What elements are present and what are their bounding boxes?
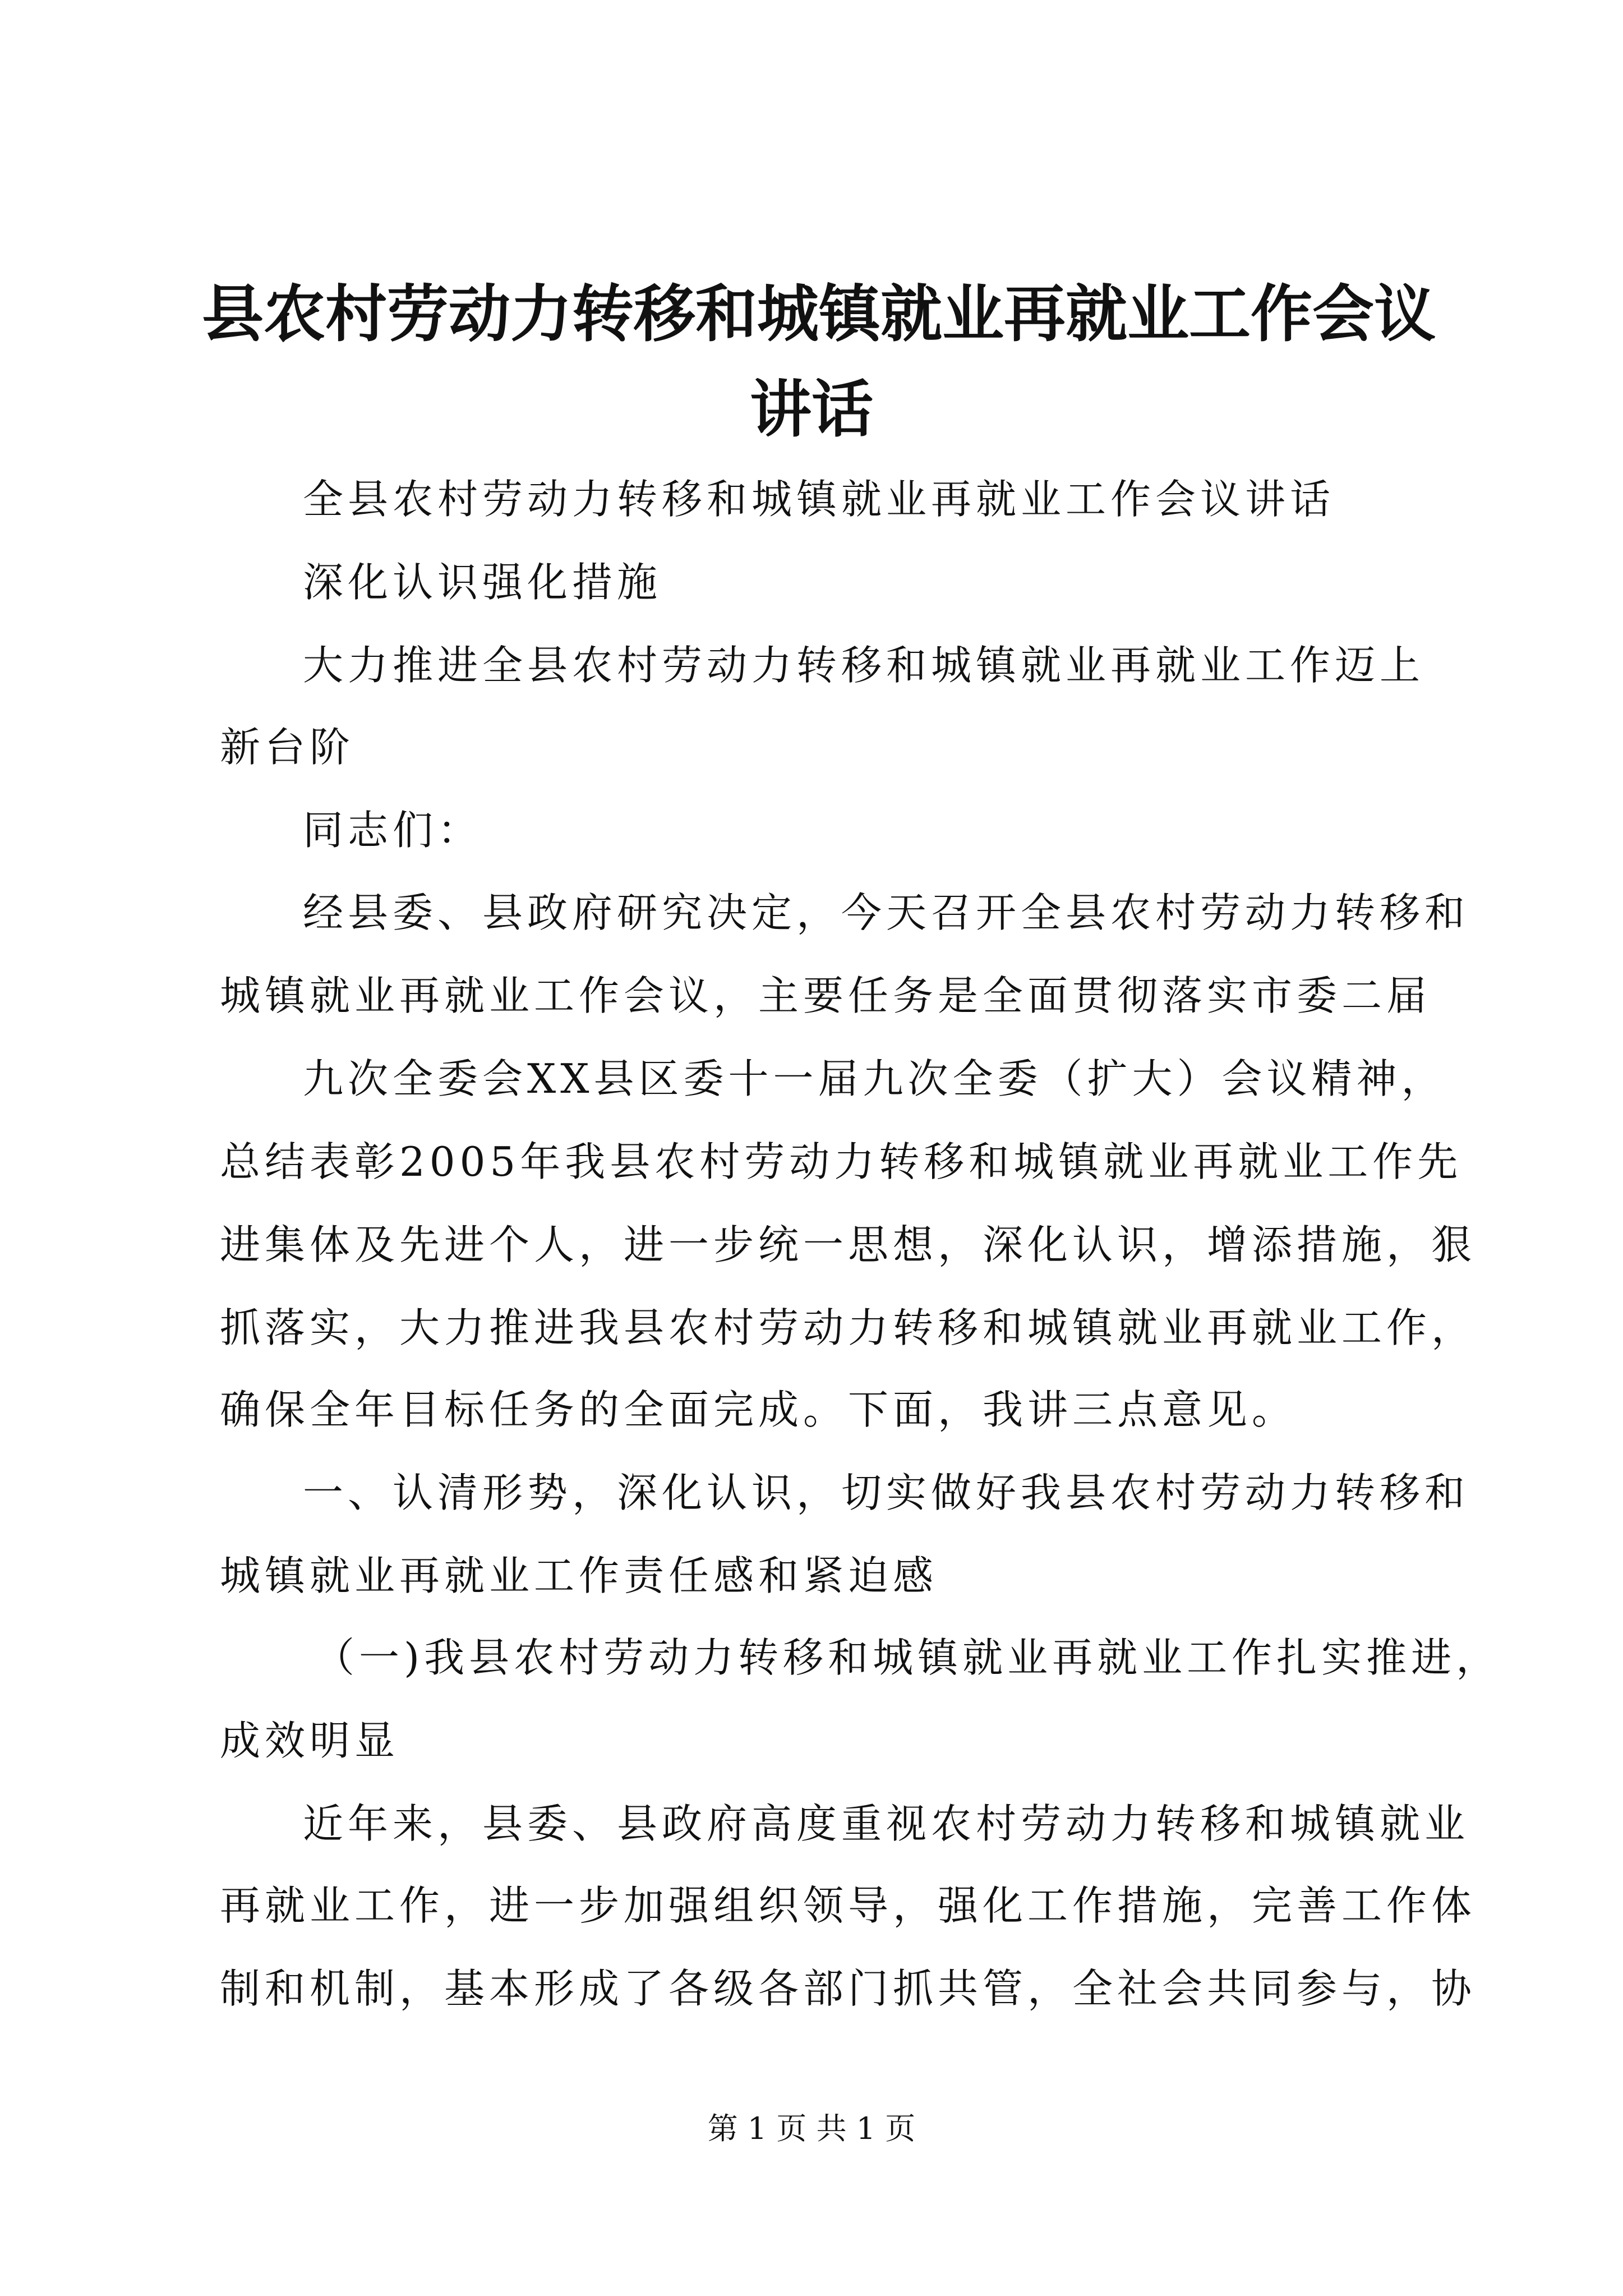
document-title-line-2: 讲话: [750, 373, 873, 445]
paragraph-line: 深化认识强化措施: [303, 559, 662, 606]
paragraph-line: 经县委、县政府研究决定，今天召开全县农村劳动力转移和: [303, 889, 1470, 936]
paragraph-line: 确保全年目标任务的全面完成。下面，我讲三点意见。: [220, 1386, 1297, 1433]
subtitle-line: 全县农村劳动力转移和城镇就业再就业工作会议讲话: [303, 476, 1335, 523]
paragraph-line: 大力推进全县农村劳动力转移和城镇就业再就业工作迈上: [303, 642, 1425, 689]
salutation-line: 同志们：: [303, 807, 483, 854]
page-footer: 第 1 页 共 1 页: [707, 2111, 916, 2146]
paragraph-line: 抓落实，大力推进我县农村劳动力转移和城镇就业再就业工作，: [220, 1304, 1477, 1351]
paragraph-line: 再就业工作，进一步加强组织领导，强化工作措施，完善工作体: [220, 1882, 1477, 1929]
section-heading-line: 一、认清形势，深化认识，切实做好我县农村劳动力转移和: [303, 1469, 1470, 1516]
subsection-heading-line: （一)我县农村劳动力转移和城镇就业再就业工作扎实推进，: [314, 1634, 1501, 1681]
paragraph-line: 城镇就业再就业工作会议，主要任务是全面贯彻落实市委二届: [220, 972, 1432, 1019]
paragraph-line: 制和机制，基本形成了各级各部门抓共管，全社会共同参与，协: [220, 1965, 1477, 2012]
paragraph-line: 近年来，县委、县政府高度重视农村劳动力转移和城镇就业: [303, 1800, 1470, 1847]
paragraph-line: 新台阶: [220, 724, 355, 771]
paragraph-line: 九次全委会XX县区委十一届九次全委（扩大）会议精神，: [303, 1055, 1446, 1102]
section-heading-line: 城镇就业再就业工作责任感和紧迫感: [220, 1552, 938, 1599]
document-title-line-1: 县农村劳动力转移和城镇就业再就业工作会议: [202, 278, 1436, 350]
paragraph-line: 进集体及先进个人，进一步统一思想，深化认识，增添措施，狠: [220, 1221, 1477, 1268]
subsection-heading-line: 成效明显: [220, 1717, 400, 1764]
paragraph-line: 总结表彰2005年我县农村劳动力转移和城镇就业再就业工作先: [220, 1138, 1463, 1185]
